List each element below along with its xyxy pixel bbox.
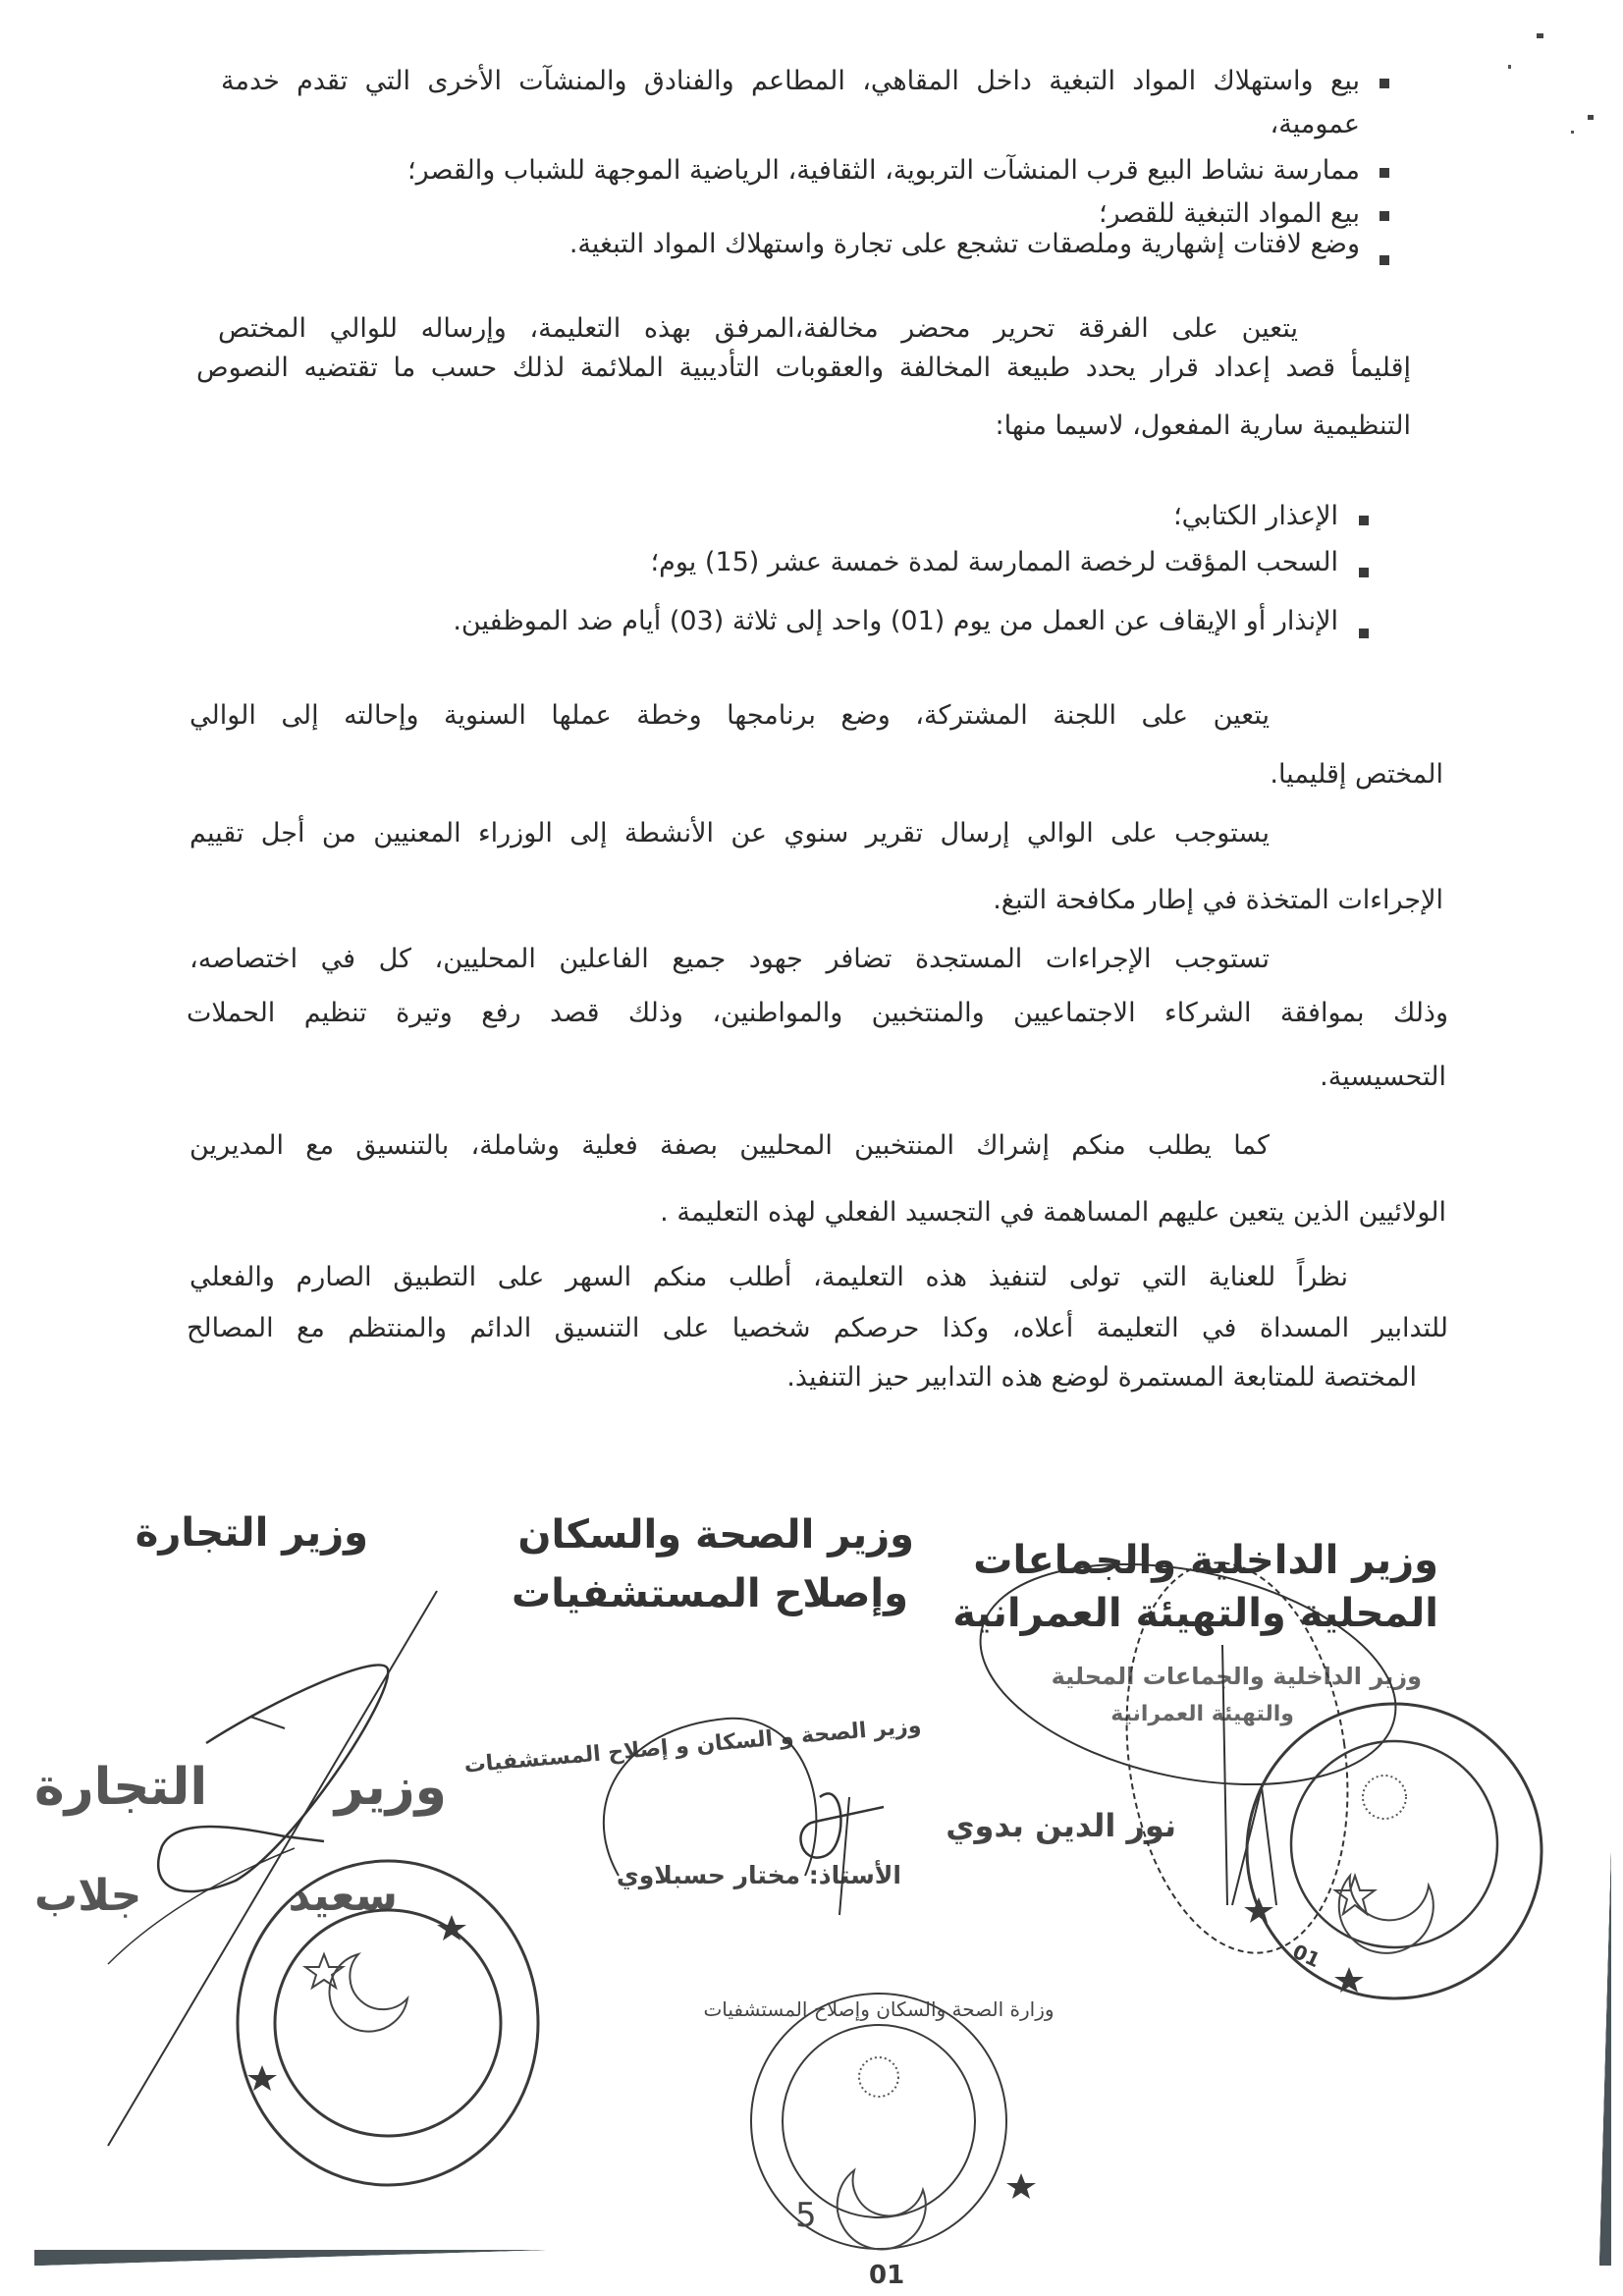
list-item: السحب المؤقت لرخصة الممارسة لمدة خمسة عشر (15) يوم؛ — [650, 547, 1338, 577]
signatory-name: نور الدين بدوي — [946, 1807, 1176, 1844]
svg-text:5: 5 — [795, 2196, 817, 2235]
paragraph-line: نظراً للعناية التي تولى لتنفيذ هذه التعليمة، أطلب منكم السهر على التطبيق الصارم والفعلي — [189, 1262, 1348, 1292]
official-seal-interior — [1247, 1728, 1325, 1973]
scan-speck — [1537, 33, 1543, 38]
bullet-marker — [1380, 79, 1389, 88]
scan-speck — [1588, 115, 1594, 120]
bullet-marker — [1380, 211, 1389, 221]
paragraph-line: المختص إقليميا. — [1270, 759, 1443, 790]
paragraph-line: كما يطلب منكم إشراك المنتخبين المحليين بصفة فعلية وشاملة، بالتنسيق مع المديرين — [189, 1130, 1270, 1161]
list-item: وضع لافتات إشهارية وملصقات تشجع على تجارة واستهلاك المواد التبغية. — [568, 229, 1360, 259]
seal-number: 01 — [1288, 1939, 1325, 1973]
signatory-title: وزير التجارة — [135, 1510, 368, 1556]
list-item: الإعذار الكتابي؛ — [1173, 501, 1338, 531]
paragraph-line: الولائيين الذين يتعين عليهم المساهمة في التجسيد الفعلي لهذه التعليمة . — [660, 1197, 1446, 1228]
list-item-continuation: عمومية، — [1270, 109, 1360, 139]
signatory-title: وزير الداخلية والجماعات — [973, 1538, 1438, 1583]
official-stamp-text: وزير الداخلية والجماعات المحلية — [1051, 1663, 1422, 1690]
official-seal-health — [682, 1959, 1055, 2290]
paragraph-line: الإجراءات المتخذة في إطار مكافحة التبغ. — [993, 885, 1443, 915]
official-stamp-text: وزير التجارة — [34, 1758, 447, 1817]
paragraph-line: للتدابير المسداة في التعليمة أعلاه، وكذا حرصكم شخصيا على التنسيق الدائم والمنتظم مع المصالح — [187, 1313, 1448, 1343]
handwritten-signature — [579, 1709, 580, 1710]
list-item: بيع المواد التبغية للقصر؛ — [1099, 198, 1360, 229]
official-stamp-text: والتهيئة العمرانية — [1110, 1702, 1294, 1726]
bullet-marker — [1380, 168, 1389, 178]
paragraph-line: يتعين على الفرقة تحرير محضر مخالفة،المرفق بهذه التعليمة، وإرساله للوالي المختص — [218, 313, 1298, 344]
bullet-marker — [1359, 516, 1369, 525]
official-stamp-text: وزير الصحة و السكان و إصلاح المستشفيات — [462, 1714, 923, 1778]
list-item: ممارسة نشاط البيع قرب المنشآت التربوية، الثقافية، الرياضية الموجهة للشباب والقصر؛ — [406, 155, 1360, 186]
handwritten-signature — [982, 1552, 983, 1553]
scan-speck — [1571, 131, 1574, 134]
paragraph-line: إقليمأ قصد إعداد قرار يحدد طبيعة المخالفة والعقوبات التأديبية الملائمة لذلك حسب ما تقتضيه النصوص — [196, 353, 1411, 383]
list-item: بيع واستهلاك المواد التبغية داخل المقاهي، المطاعم والفنادق والمنشآت الأخرى التي تقدم خدمة — [221, 66, 1360, 96]
paragraph-line: يستوجب على الوالي إرسال تقرير سنوي عن الأنشطة إلى الوزراء المعنيين من أجل تقييم — [189, 818, 1270, 848]
signatory-name: سعيد جلاب — [34, 1871, 398, 1921]
paragraph-line: التنظيمية سارية المفعول، لاسيما منها: — [995, 410, 1411, 441]
paragraph-line: المختصة للمتابعة المستمرة لوضع هذه التدابير حيز التنفيذ. — [786, 1362, 1417, 1393]
seal-number: 01 — [869, 2261, 905, 2290]
bullet-marker — [1359, 629, 1369, 638]
official-seal-commerce — [221, 1861, 222, 1862]
list-item: الإنذار أو الإيقاف عن العمل من يوم (01) واحد إلى ثلاثة (03) أيام ضد الموظفين. — [453, 606, 1338, 636]
signatory-name: الأستاذ: مختار حسبلاوي — [616, 1861, 901, 1889]
paragraph-line: تستوجب الإجراءات المستجدة تضافر جهود جميع الفاعلين المحليين، كل في اختصاصه، — [189, 944, 1270, 974]
bullet-marker — [1380, 255, 1389, 265]
signatory-title: المحلية والتهيئة العمرانية — [952, 1591, 1438, 1636]
paragraph-line: يتعين على اللجنة المشتركة، وضع برنامجها وخطة عملها السنوية وإحالته إلى الوالي — [189, 700, 1270, 731]
scan-edge-shadow — [1599, 1851, 1611, 2266]
handwritten-signature — [0, 1591, 1, 1592]
signatory-title: وزير الصحة والسكان — [517, 1512, 914, 1558]
bullet-marker — [1359, 568, 1369, 577]
paragraph-line: التحسيسية. — [1320, 1062, 1446, 1092]
scan-edge-shadow — [34, 2250, 545, 2266]
scan-speck — [1508, 65, 1511, 69]
signatory-title: وإصلاح المستشفيات — [512, 1571, 908, 1616]
paragraph-line: وذلك بموافقة الشركاء الاجتماعيين والمنتخبين والمواطنين، وذلك قصد رفع وتيرة تنظيم الحملات — [187, 998, 1448, 1028]
seal-text: وزارة الصحة والسكان وإصلاح المستشفيات — [703, 1997, 1055, 2021]
